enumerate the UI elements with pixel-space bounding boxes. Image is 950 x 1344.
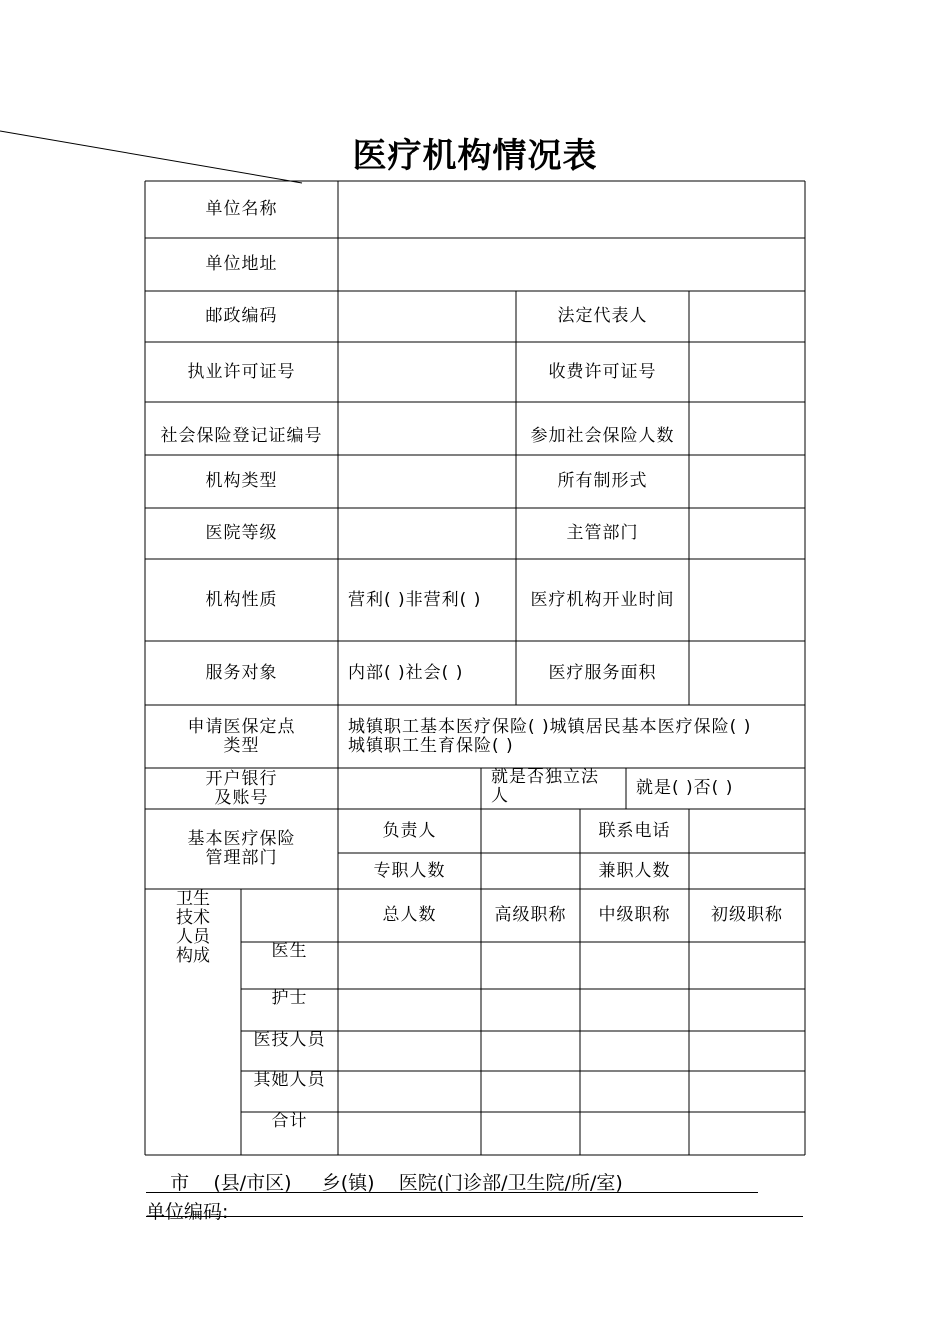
label-postal-code: 邮政编码 [205,306,278,326]
staff-row-label-total: 合计 [271,1111,308,1131]
label-license-no: 执业许可证号 [187,361,296,382]
field-fee-license-no[interactable] [689,342,805,402]
page-title: 医疗机构情况表 [352,136,598,176]
label-bank-account [145,768,338,809]
staff-header-senior: 高级职称 [494,905,567,925]
staff-section-label [155,890,231,966]
label-independent-line1: 就是否独立法 [491,767,599,787]
label-institution-nature: 机构性质 [205,589,278,610]
field-phone[interactable] [689,809,805,853]
field-unit-name[interactable] [338,181,805,238]
label-bank-line2: 及账号 [214,787,269,808]
staff-header-total: 总人数 [382,905,437,925]
label-opening-time: 医疗机构开业时间 [530,589,675,610]
label-institution-type: 机构类型 [205,471,278,491]
field-ownership[interactable] [689,455,805,508]
apply-options-line1: 城镇职工基本医疗保险( )城镇居民基本医疗保险( ) [348,716,752,737]
field-independent-options[interactable]: 就是( )否( ) [636,778,734,798]
staff-section-label-line: 卫生 [176,889,210,909]
staff-row-label-nurse: 护士 [271,988,308,1008]
staff-row-label-technician: 医技人员 [253,1030,326,1050]
label-dept-line2: 管理部门 [205,848,278,868]
staff-row-label-doctor: 医生 [271,941,308,961]
field-person-in-charge[interactable] [481,809,580,853]
staff-header-junior: 初级职称 [711,905,783,925]
field-insured-count[interactable] [689,402,805,455]
label-supervisor-dept: 主管部门 [566,523,639,543]
field-institution-type[interactable] [338,455,516,508]
label-independent-line2: 人 [491,786,509,806]
staff-section-label-line: 构成 [176,946,210,966]
label-apply-type [145,705,338,768]
staff-section-label-line: 技术 [176,908,210,928]
label-hospital-level: 医院等级 [205,523,278,543]
label-independent-legal-person [481,768,626,809]
field-apply-options[interactable] [338,705,805,768]
field-service-options[interactable]: 内部( )社会( ) [348,662,464,683]
field-unit-address[interactable] [338,238,805,291]
field-hospital-level[interactable] [338,508,516,559]
field-nature-options[interactable]: 营利( )非营利( ) [348,589,482,610]
footer-location-underline [146,1192,758,1193]
label-dept-line1: 基本医疗保险 [187,829,296,849]
label-phone: 联系电话 [598,820,671,841]
label-ownership: 所有制形式 [557,471,648,491]
label-bank-line1: 开户银行 [205,768,278,789]
label-person-in-charge: 负责人 [382,820,437,841]
footer-unit-code-underline [146,1216,803,1217]
label-service-target: 服务对象 [205,662,278,683]
field-service-area[interactable] [689,641,805,705]
label-legal-rep: 法定代表人 [557,306,648,326]
field-bank-account[interactable] [338,768,481,809]
label-service-area: 医疗服务面积 [548,662,657,683]
label-apply-type-line2: 类型 [223,735,260,756]
field-fulltime-count[interactable] [481,853,580,889]
footer-location-line: 市 (县/市区) 乡(镇) 医院(门诊部/卫生院/所/室) [146,1172,623,1194]
label-fulltime-count: 专职人数 [373,860,446,881]
field-opening-time[interactable] [689,559,805,641]
field-supervisor-dept[interactable] [689,508,805,559]
field-postal-code[interactable] [338,291,516,342]
apply-options-line2: 城镇职工生育保险( ) [348,735,514,756]
staff-header-intermediate: 中级职称 [598,905,671,925]
label-insurance-dept [145,809,338,889]
label-unit-address: 单位地址 [205,254,278,274]
label-unit-name: 单位名称 [205,199,278,219]
field-social-insurance-reg-no[interactable] [338,402,516,455]
staff-row-label-other: 其她人员 [253,1070,326,1090]
field-legal-rep[interactable] [689,291,805,342]
label-fee-license-no: 收费许可证号 [548,361,657,382]
footer-unit-code-label: 单位编码: [146,1201,229,1223]
field-parttime-count[interactable] [689,853,805,889]
label-insured-count: 参加社会保险人数 [530,426,675,446]
staff-section-label-line: 人员 [176,927,210,947]
label-parttime-count: 兼职人数 [598,860,671,881]
label-social-insurance-reg-no: 社会保险登记证编号 [160,426,323,446]
label-apply-type-line1: 申请医保定点 [187,716,296,737]
field-license-no[interactable] [338,342,516,402]
